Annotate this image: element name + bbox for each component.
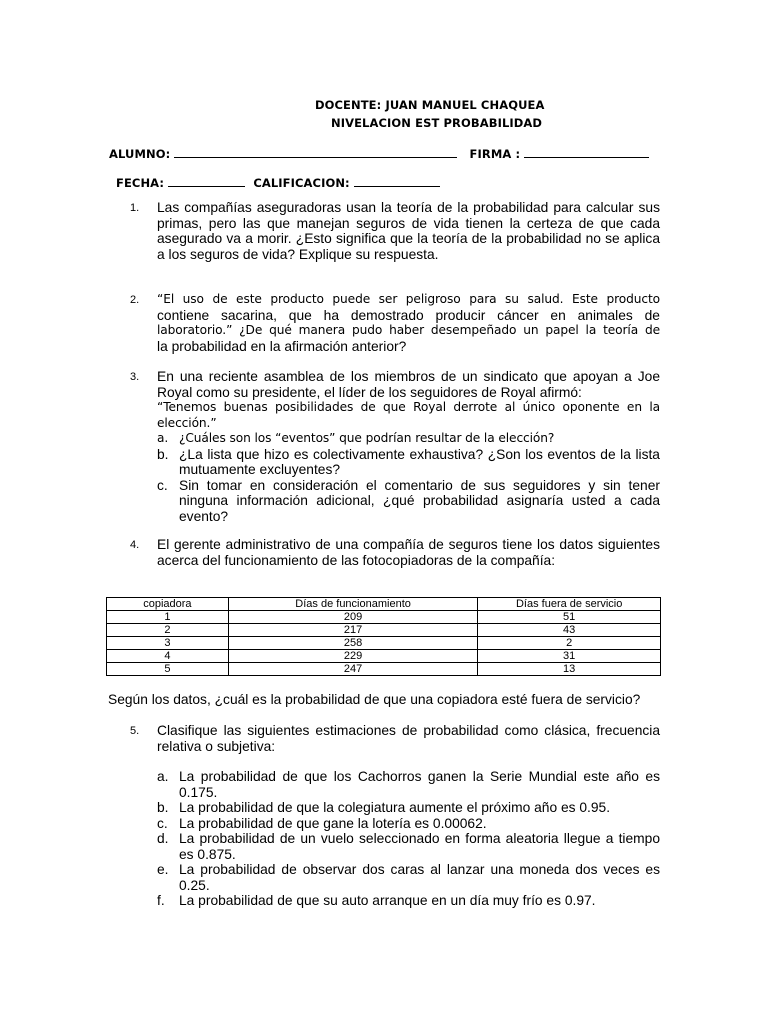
question-5 [130, 723, 660, 909]
table-row [107, 611, 661, 624]
table-cell: 2 [107, 624, 229, 637]
question-number: 3. [130, 371, 140, 383]
table-row [107, 624, 661, 637]
subquestion-c: c. Sin tomar en consideración el comentario de sus seguidores y sin tener ninguna información adicional, ¿qué probabilidad asignaría usted a cada evento? [157, 477, 660, 524]
alumno-blank [174, 146, 457, 158]
table-cell: 2 [478, 637, 661, 650]
calificacion-label: CALIFICACION: [253, 176, 350, 190]
table-cell: 247 [228, 663, 478, 676]
estimate-item-c: c. La probabilidad de que gane la lotería es 0.00062. [157, 815, 487, 831]
estimate-item-d: d. La probabilidad de un vuelo seleccionado en forma aleatoria llegue a tiempo es 0.875. [157, 831, 660, 862]
table-cell: 31 [478, 650, 661, 663]
table-cell: 258 [228, 637, 478, 650]
question-text: Las compañías aseguradoras usan la teoría de la probabilidad para calcular sus primas, pero las que manejan seguros de vida tienen la certeza de que cada asegurado va a morir. ¿Esto significa que la teoría de la probabilidad no se aplica a los seguros de vida? Explique su respuesta. [157, 200, 660, 262]
estimate-item-b: b. La probabilidad de que la colegiatura aumente el próximo año es 0.95. [157, 800, 611, 815]
table-row [107, 637, 661, 650]
question-4-prompt: Según los datos, ¿cuál es la probabilidad de que una copiadora esté fuera de servicio? [108, 692, 641, 707]
worksheet-title: NIVELACION EST PROBABILIDAD [331, 116, 543, 130]
table-cell: 3 [107, 637, 229, 650]
header-copiadora: copiadora [107, 598, 229, 611]
quote-line: la probabilidad en la afirmación anterior? [157, 338, 407, 354]
quote-line: contiene sacarina, que ha demostrado producir cáncer en animales de [157, 307, 660, 323]
estimate-item-e: e. La probabilidad de observar dos caras al lanzar una moneda dos veces es 0.25. [157, 862, 660, 893]
table-cell: 4 [107, 650, 229, 663]
question-number: 1. [130, 202, 140, 214]
question-4 [130, 537, 660, 568]
calificacion-blank [354, 175, 440, 187]
copier-table [106, 597, 661, 676]
estimate-item-f: f. La probabilidad de que su auto arranque en un día muy frío es 0.97. [157, 893, 596, 908]
date-grade-line [116, 175, 440, 190]
subquestion-a: a. ¿Cuáles son los “eventos” que podrían resultar de la elección? [157, 431, 555, 445]
table-row [107, 663, 661, 676]
quote-text: “Tenemos buenas posibilidades de que Royal derrote al único oponente en la elección.” [157, 400, 660, 430]
question-text: El gerente administrativo de una compañía de seguros tiene los datos siguientes acerca del funcionamiento de las fotocopiadoras de la compañía: [157, 537, 660, 568]
table-row [107, 650, 661, 663]
firma-label: FIRMA : [469, 147, 521, 161]
quote-line: “El uso de este producto puede ser peligroso para su salud. Este producto [157, 292, 660, 306]
fecha-blank [168, 175, 245, 187]
question-number: 4. [130, 539, 140, 551]
table-cell: 229 [228, 650, 478, 663]
student-line [109, 146, 649, 161]
question-text: En una reciente asamblea de los miembros de un sindicato que apoyan a Joe Royal como su presidente, el líder de los seguidores de Royal afirmó: [157, 369, 660, 400]
question-2 [130, 292, 660, 354]
table-cell: 209 [228, 611, 478, 624]
teacher-name: DOCENTE: JUAN MANUEL CHAQUEA [315, 98, 545, 112]
table-header-row [107, 598, 661, 611]
subquestion-b: b. ¿La lista que hizo es colectivamente exhaustiva? ¿Son los eventos de la lista mutuamente excluyentes? [157, 446, 660, 477]
estimate-item-a: a. La probabilidad de que los Cachorros ganen la Serie Mundial este año es 0.175. [157, 769, 660, 800]
header-dias-funcionamiento: Días de funcionamiento [228, 598, 478, 611]
table-cell: 1 [107, 611, 229, 624]
table-cell: 13 [478, 663, 661, 676]
fecha-label: FECHA: [116, 176, 165, 190]
header-dias-fuera: Días fuera de servicio [478, 598, 661, 611]
question-number: 5. [130, 725, 140, 737]
question-text [157, 292, 660, 354]
firma-blank [524, 146, 649, 158]
question-number: 2. [130, 294, 140, 306]
table-cell: 51 [478, 611, 661, 624]
alumno-label: ALUMNO: [109, 147, 171, 161]
table-cell: 217 [228, 624, 478, 637]
question-3 [130, 369, 660, 524]
table-cell: 5 [107, 663, 229, 676]
quote-line: laboratorio.” ¿De qué manera pudo haber desempeñado un papel la teoría de [157, 323, 660, 337]
table-cell: 43 [478, 624, 661, 637]
question-text: Clasifique las siguientes estimaciones de probabilidad como clásica, frecuencia relativa o subjetiva: [157, 723, 660, 754]
question-1 [130, 200, 660, 262]
